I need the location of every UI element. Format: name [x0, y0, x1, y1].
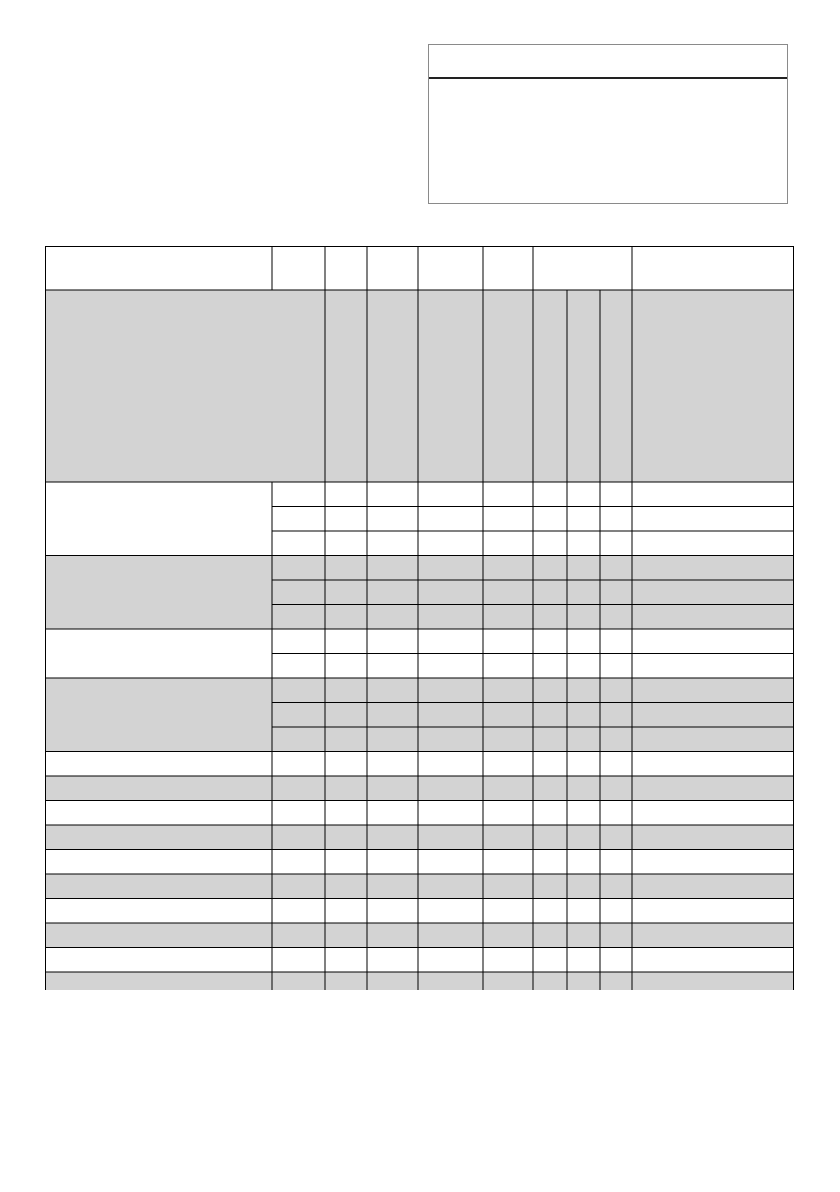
shaded-row: [46, 923, 794, 948]
shaded-row: [46, 825, 794, 850]
info-box-header: [429, 45, 787, 79]
shaded-row: [46, 290, 794, 482]
shaded-row: [46, 678, 794, 752]
shaded-row: [46, 776, 794, 801]
specification-table: [45, 246, 795, 990]
table-grid: [45, 246, 795, 990]
shaded-row: [46, 972, 794, 990]
shaded-row: [46, 874, 794, 899]
shaded-row: [46, 556, 794, 630]
info-box: [428, 44, 788, 204]
info-box-body: [429, 79, 787, 203]
